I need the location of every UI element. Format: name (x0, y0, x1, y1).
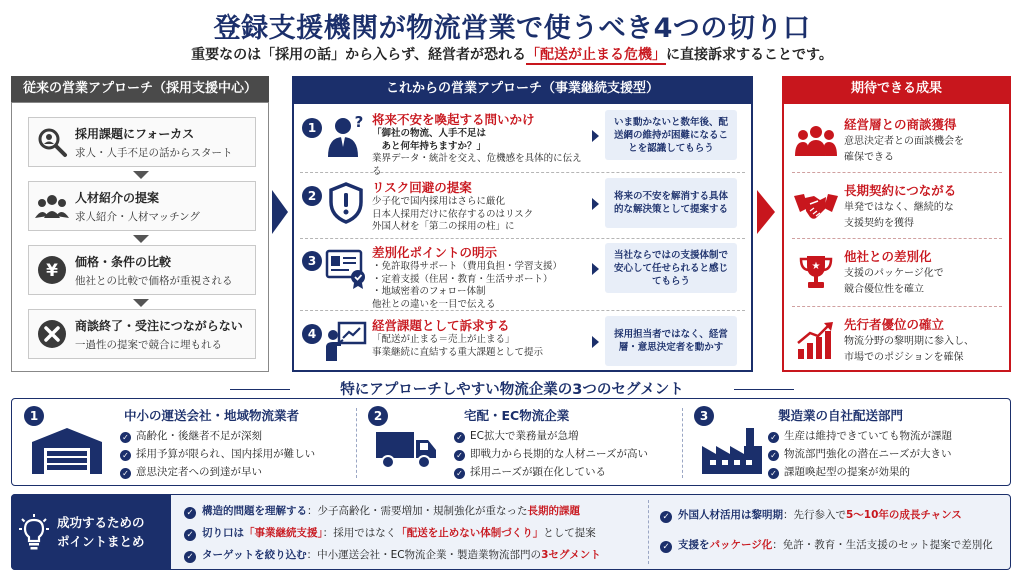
check-icon: ✓ (120, 450, 131, 461)
segment-divider (682, 408, 683, 478)
segment-title: 製造業の自社配送部門 (778, 408, 904, 423)
approach-result: 採用担当者ではなく、経営層・意思決定者を動かす (605, 316, 737, 366)
summary-point-4 (660, 507, 962, 523)
check-icon: ✓ (768, 468, 779, 479)
people-group-icon (29, 192, 75, 220)
summary-emphasis: 「事業継続支援」 (244, 527, 323, 539)
segment-3 (694, 402, 1006, 482)
summary-text: ：先行参入で (783, 509, 846, 521)
approach-title: リスク回避の提案 (372, 180, 472, 195)
presenter-chart-icon (324, 316, 368, 366)
left-card-4 (28, 309, 256, 359)
summary-emphasis: 5〜10年の成長チャンス (846, 509, 962, 521)
result-desc: 競合優位性を確立 (844, 284, 924, 295)
down-arrow-icon (133, 299, 149, 307)
summary-emphasis: 長期的課題 (527, 505, 580, 517)
down-arrow-icon (133, 171, 149, 179)
approach-line: 「配送が止まる＝売上が止まる」 (372, 334, 515, 345)
check-icon: ✓ (454, 450, 465, 461)
arrow-right-icon (592, 130, 599, 142)
segment-point (768, 464, 910, 479)
approach-line: 事業継続に直結する重大課題として提示 (372, 346, 544, 358)
handshake-icon (788, 190, 844, 222)
segment-point (768, 428, 952, 443)
segment-title: 中小の運送会社・地域物流業者 (124, 408, 300, 423)
summary-heading: ポイントまとめ (57, 534, 145, 549)
check-icon: ✓ (768, 450, 779, 461)
row-divider (300, 172, 745, 173)
x-circle-icon (29, 319, 75, 349)
summary-text: ：免許・教育・生活支援のセット提案で差別化 (772, 539, 993, 551)
summary-point-5 (660, 537, 993, 553)
row-divider (300, 310, 745, 311)
segment-number: 1 (24, 406, 44, 426)
segment-divider (356, 408, 357, 478)
approach-line: 他社との違いを一目で伝える (372, 298, 496, 310)
approach-line: ・地域密着のフォロー体制 (372, 286, 486, 297)
step-number: 3 (302, 251, 322, 271)
step-number: 2 (302, 186, 322, 206)
left-card-title: 採用課題にフォーカス (75, 126, 195, 141)
check-icon: ✓ (184, 551, 196, 563)
segment-point (454, 428, 578, 443)
left-card-title: 人材紹介の提案 (75, 190, 160, 205)
result-row-4 (788, 310, 1006, 370)
approach-title: 将来不安を喚起する問いかけ (372, 112, 535, 127)
summary-point-1 (184, 503, 580, 519)
subtitle-pre: 重要なのは「採用の話」から入らず、経営者が恐れる (191, 47, 526, 63)
result-row-3 (788, 242, 1006, 302)
left-card-2 (28, 181, 256, 231)
summary-heading-block (11, 494, 171, 570)
segment-2 (368, 402, 680, 482)
summary-text: ：中小運送会社・EC物流企業・製造業物流部門の (306, 549, 542, 561)
check-icon: ✓ (120, 468, 131, 479)
svg-text:★: ★ (811, 261, 821, 272)
summary-text: ：採用ではなく (322, 527, 397, 539)
arrow-right-icon (592, 263, 599, 275)
check-icon: ✓ (184, 529, 196, 541)
lightbulb-icon (11, 514, 57, 550)
result-desc: 支援のパッケージ化で (844, 268, 944, 279)
heading-rule (734, 389, 794, 390)
row-divider (792, 238, 1002, 239)
approach-result: 将来の不安を解消する具体的な解決策として提案する (605, 178, 737, 228)
result-row-2 (788, 176, 1006, 236)
check-icon: ✓ (454, 432, 465, 443)
result-desc: 市場でのポジションを確保 (844, 352, 964, 363)
segment-point-text: 生産は維持できていても物流が課題 (784, 430, 952, 442)
left-card-1 (28, 117, 256, 167)
approach-row-4 (296, 314, 749, 374)
summary-emphasis: 「配送を止めない体制づくり」 (396, 527, 544, 539)
left-card-desc: 一過性の提案で競合に埋もれる (75, 338, 222, 351)
page-subtitle (0, 44, 1024, 64)
approach-title: 経営課題として訴求する (372, 318, 510, 333)
check-icon: ✓ (768, 432, 779, 443)
segment-point-text: 物流部門強化の潜在ニーズが大きい (784, 448, 952, 460)
check-icon: ✓ (660, 541, 672, 553)
segment-point-text: EC拡大で業務量が急増 (470, 430, 579, 442)
left-card-title: 商談終了・受注につながらない (75, 318, 243, 333)
left-card-title: 価格・条件の比較 (75, 254, 172, 269)
approach-line: ・定着支援（住居・教育・生活サポート） (372, 273, 553, 285)
factory-icon (702, 428, 762, 478)
segment-point-text: 即戦力から長期的な人材ニーズが高い (470, 448, 648, 460)
summary-text: として提案 (543, 527, 596, 539)
chevron-right-icon (272, 190, 288, 234)
certificate-icon (324, 243, 368, 293)
person-question-icon (324, 110, 368, 160)
check-icon: ✓ (184, 507, 196, 519)
result-title: 経営層との商談獲得 (844, 117, 957, 132)
right-column-heading: 期待できる成果 (782, 76, 1011, 102)
summary-text: ：少子高齢化・需要増加・規制強化が重なった (307, 505, 528, 517)
step-number: 1 (302, 118, 322, 138)
check-icon: ✓ (660, 511, 672, 523)
summary-point-3 (184, 547, 601, 563)
result-desc: 単発ではなく、継続的な (844, 202, 954, 213)
row-divider (300, 238, 745, 239)
trophy-icon (788, 254, 844, 290)
chevron-right-icon (757, 190, 775, 234)
summary-divider (648, 500, 649, 564)
subtitle-highlight: 「配送が止まる危機」 (526, 47, 666, 63)
summary-bold: 構造的問題を理解する (202, 505, 307, 517)
step-number: 4 (302, 324, 322, 344)
approach-line: 少子化で国内採用はさらに厳化 (372, 196, 506, 207)
check-icon: ✓ (454, 468, 465, 479)
segment-point (768, 446, 951, 461)
segment-number: 3 (694, 406, 714, 426)
summary-bold: 切り口は (202, 527, 244, 539)
yen-icon (29, 255, 75, 285)
approach-line: ・免許取得サポート（費用負担・学習支援） (372, 261, 563, 272)
approach-result: いま動かないと数年後、配送網の維持が困難になることを認識してもらう (605, 110, 737, 160)
summary-bold: ターゲットを絞り込む (202, 549, 307, 561)
result-title: 他社との差別化 (844, 249, 932, 264)
summary-emphasis: パッケージ化 (709, 539, 773, 551)
row-divider (792, 306, 1002, 307)
left-card-desc: 求人紹介・人材マッチング (75, 210, 200, 223)
segment-point (454, 464, 606, 479)
segment-point-text: 課題喚起型の提案が効果的 (784, 466, 910, 478)
segment-point-text: 採用ニーズが顕在化している (470, 466, 606, 478)
middle-column-heading: これからの営業アプローチ（事業継続支援型） (292, 76, 753, 102)
approach-line: 日本人採用だけに依存するのはリスク (372, 208, 534, 220)
shield-alert-icon (324, 178, 368, 228)
down-arrow-icon (133, 235, 149, 243)
svg-text:¥: ¥ (46, 261, 58, 281)
truck-icon (376, 428, 438, 474)
arrow-right-icon (592, 198, 599, 210)
executives-icon (788, 124, 844, 156)
result-row-1 (788, 110, 1006, 170)
growth-chart-icon (788, 321, 844, 359)
left-card-desc: 求人・人手不足の話からスタート (75, 146, 233, 159)
result-title: 長期契約につながる (844, 183, 957, 198)
summary-point-2 (184, 525, 596, 541)
segment-point (454, 446, 648, 461)
summary-heading: 成功するための (57, 515, 145, 530)
left-column-heading: 従来の営業アプローチ（採用支援中心） (11, 76, 269, 102)
left-card-desc: 他社との比較で価格が重視される (75, 274, 233, 287)
summary-bold: 外国人材活用は黎明期 (678, 509, 783, 521)
segment-point (120, 464, 262, 479)
magnifier-person-icon (29, 126, 75, 158)
approach-line: 業界データ・統計を交え、危機感を具体的に伝える (372, 153, 582, 177)
approach-result: 当社ならではの支援体制で安心して任せられると感じてもらう (605, 243, 737, 293)
segment-title: 宅配・EC物流企業 (464, 408, 570, 423)
arrow-right-icon (592, 336, 599, 348)
left-column-panel (11, 102, 269, 372)
approach-title: 差別化ポイントの明示 (372, 245, 498, 260)
result-desc: 物流分野の黎明期に参入し、 (844, 336, 974, 347)
segment-point-text: 高齢化・後継者不足が深刻 (136, 430, 262, 442)
svg-text:?: ? (354, 113, 364, 131)
approach-row-2 (296, 176, 749, 236)
approach-line: 「御社の物流、人手不足は (372, 128, 487, 139)
approach-row-1 (296, 108, 749, 177)
summary-emphasis: 3セグメント (541, 549, 601, 561)
row-divider (792, 172, 1002, 173)
check-icon: ✓ (120, 432, 131, 443)
subtitle-post: に直接訴求することです。 (666, 47, 833, 63)
segment-point-text: 採用予算が限られ、国内採用が難しい (136, 448, 316, 460)
segments-heading: 特にアプローチしやすい物流企業の3つのセグメント (340, 382, 684, 398)
approach-line: 外国人材を「第二の採用の柱」に (372, 221, 515, 232)
left-card-3 (28, 245, 256, 295)
approach-row-3 (296, 241, 749, 310)
result-desc: 確保できる (844, 152, 894, 163)
summary-bold: 支援を (678, 539, 710, 551)
segment-point-text: 意思決定者への到達が早い (136, 466, 262, 478)
warehouse-icon (32, 428, 102, 478)
segment-point (120, 428, 262, 443)
result-desc: 意思決定者との面談機会を (844, 136, 964, 147)
result-desc: 支援契約を獲得 (844, 218, 914, 229)
segment-point (120, 446, 315, 461)
result-title: 先行者優位の確立 (844, 317, 945, 332)
segment-number: 2 (368, 406, 388, 426)
page-title: 登録支援機関が物流営業で使うべき4つの切り口 (213, 13, 811, 44)
approach-line: あと何年持ちますか？」 (372, 140, 487, 152)
segment-1 (24, 402, 344, 482)
